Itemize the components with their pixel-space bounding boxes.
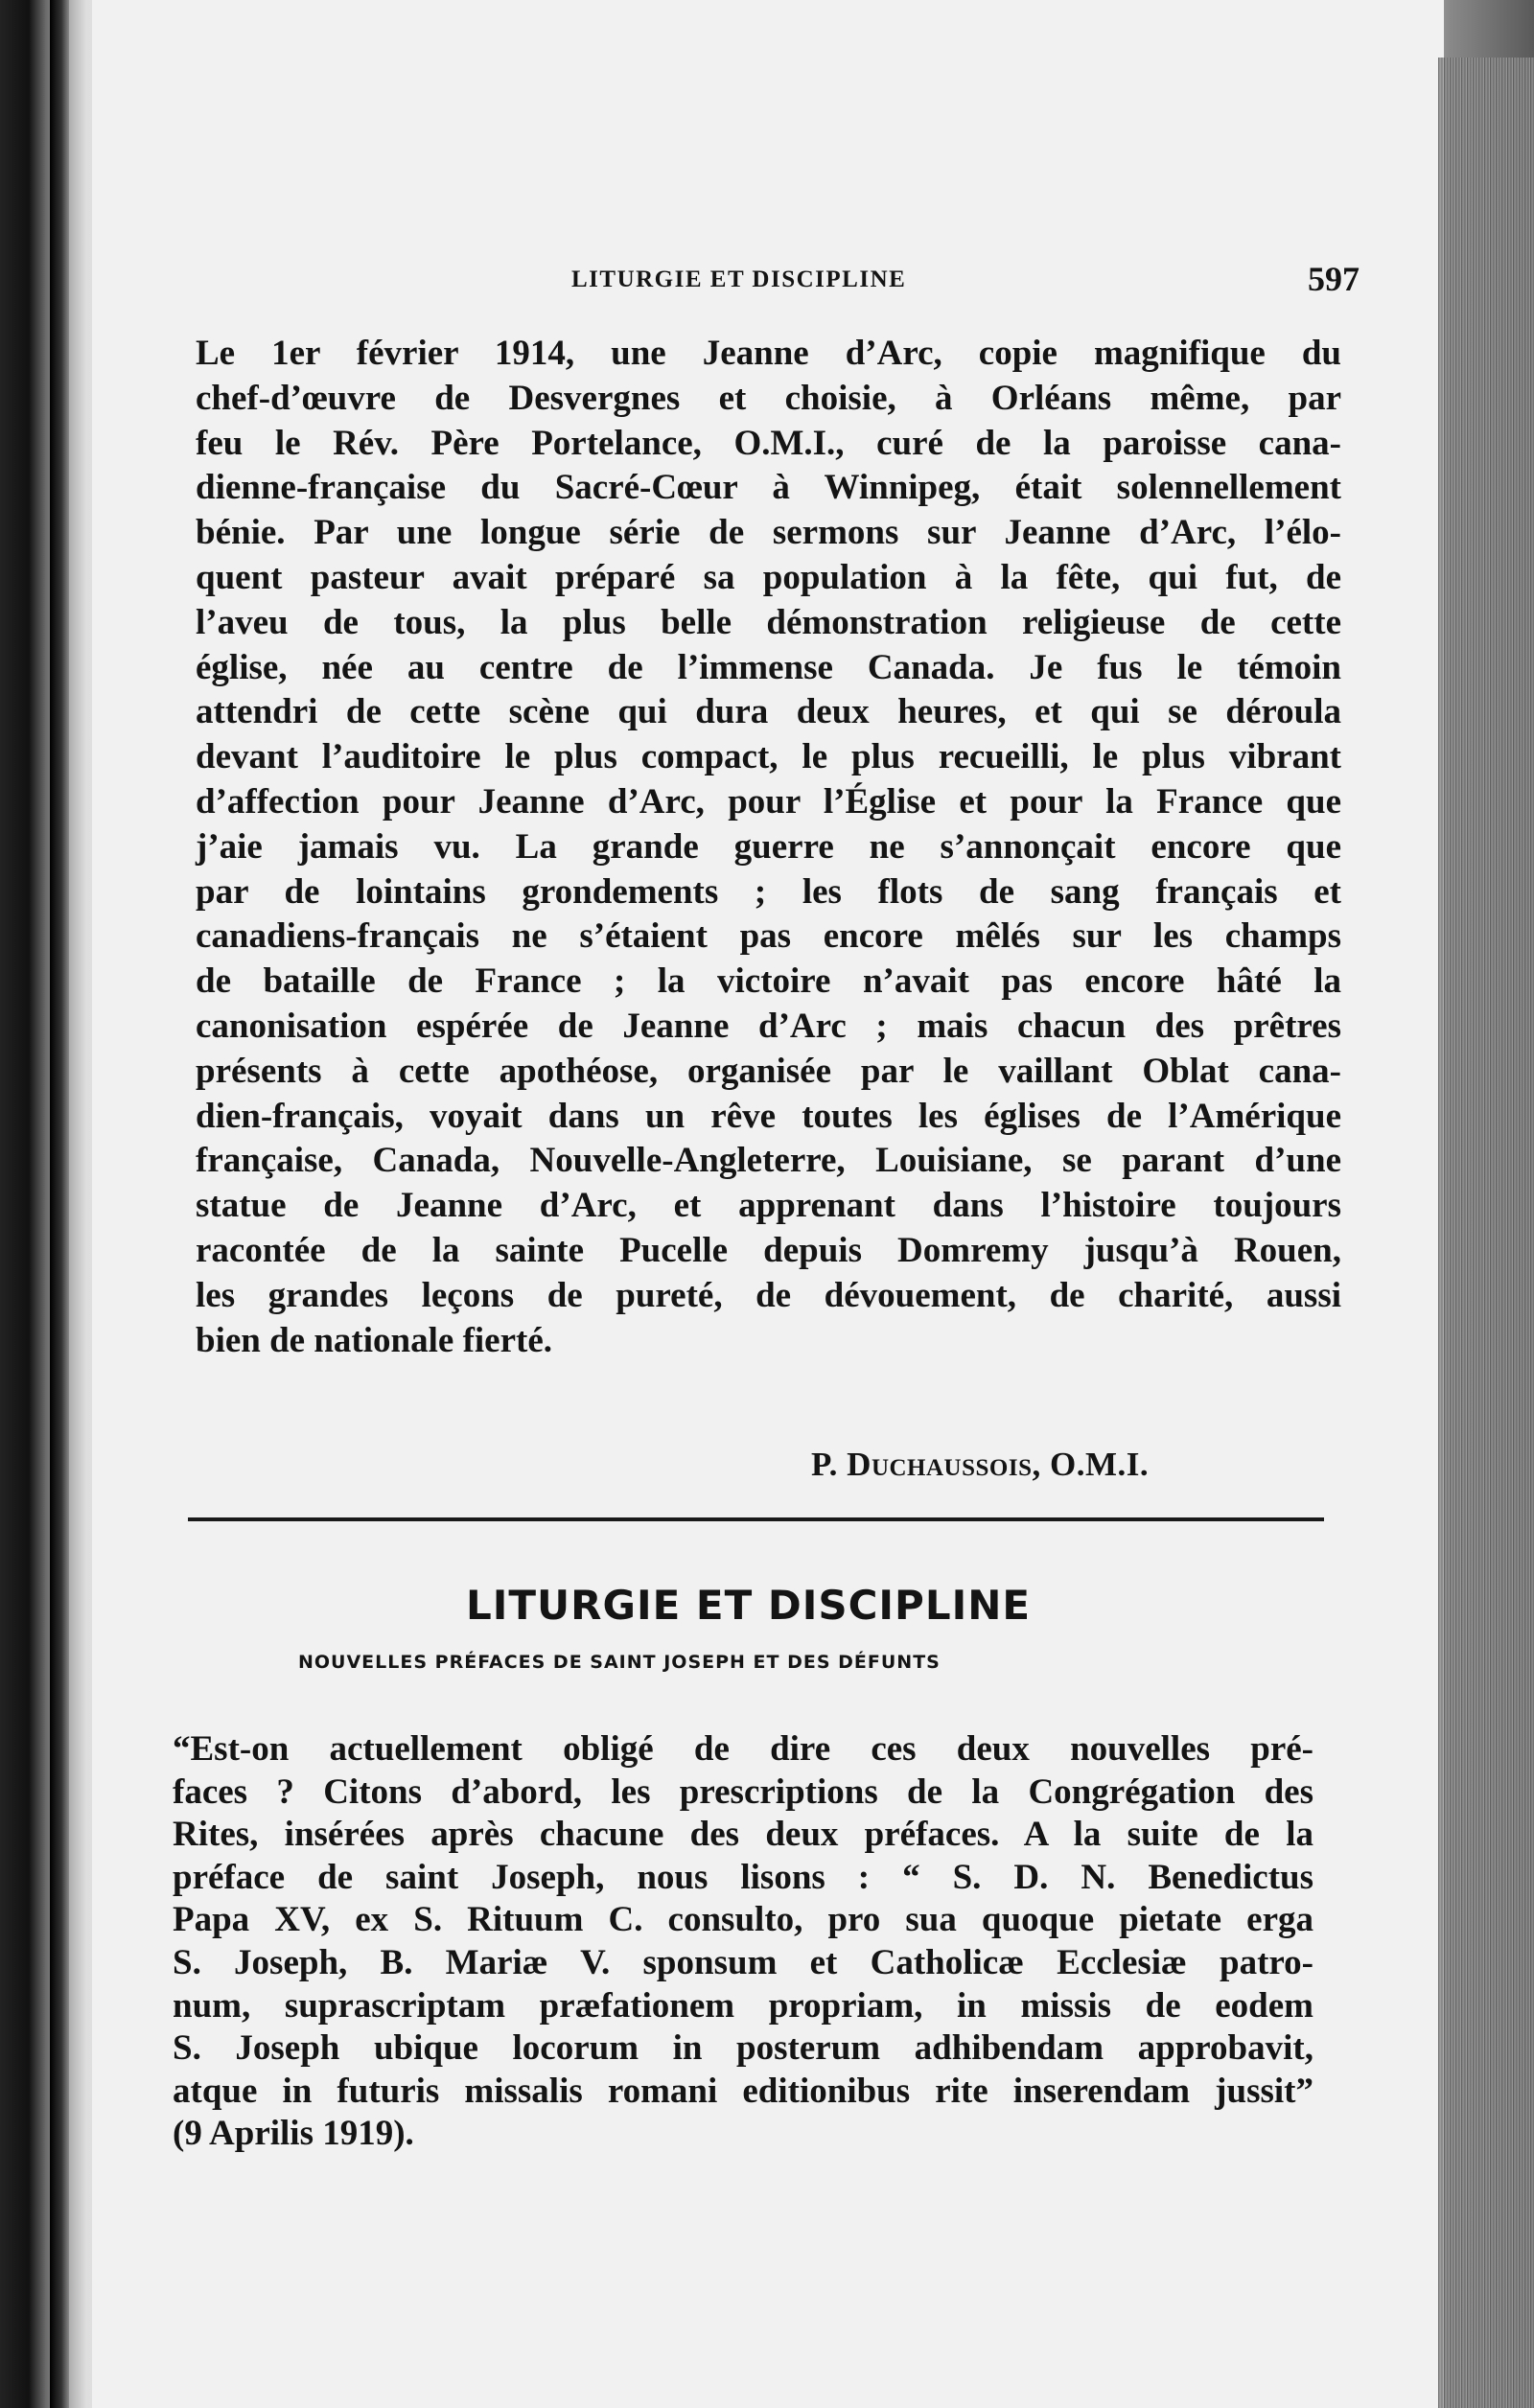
- section-title: LITURGIE ET DISCIPLINE: [466, 1582, 1032, 1629]
- section-divider: [188, 1517, 1324, 1521]
- author-signature: P. Duchaussois, O.M.I.: [811, 1446, 1150, 1483]
- text-line: (9 Aprilis 1919).: [173, 2114, 414, 2154]
- text-line: racontée de la sainte Pucelle depuis Domremy jusqu’à Rouen,: [196, 1230, 1341, 1270]
- book-spine-shadow: [50, 0, 69, 2408]
- text-line: “Est-on actuellement obligé de dire ces deux nouvelles pré-: [173, 1729, 1313, 1769]
- text-line: quent pasteur avait préparé sa population à la fête, qui fut, de: [196, 557, 1341, 597]
- section-subtitle: NOUVELLES PRÉFACES DE SAINT JOSEPH ET DES DÉFUNTS: [298, 1652, 941, 1673]
- section-body: [173, 1728, 1313, 2156]
- text-line: atque in futuris missalis romani editionibus rite inserendam jussit”: [173, 2071, 1313, 2111]
- text-line: attendri de cette scène qui dura deux heures, et qui se déroula: [196, 692, 1341, 732]
- text-line: bénie. Par une longue série de sermons sur Jeanne d’Arc, l’élo-: [196, 513, 1341, 553]
- page: [92, 0, 1444, 2408]
- text-line: Papa XV, ex S. Rituum C. consulto, pro sua quoque pietate erga: [173, 1900, 1313, 1940]
- page-fore-edge: [1438, 58, 1534, 2408]
- text-line: présents à cette apothéose, organisée par le vaillant Oblat cana-: [196, 1051, 1341, 1091]
- text-line: devant l’auditoire le plus compact, le plus recueilli, le plus vibrant: [196, 737, 1341, 777]
- text-line: feu le Rév. Père Portelance, O.M.I., curé de la paroisse cana-: [196, 423, 1341, 463]
- text-line: canonisation espérée de Jeanne d’Arc ; mais chacun des prêtres: [196, 1006, 1341, 1046]
- text-line: d’affection pour Jeanne d’Arc, pour l’Église et pour la France que: [196, 781, 1341, 822]
- text-line: dien-français, voyait dans un rêve toutes les églises de l’Amérique: [196, 1096, 1341, 1136]
- text-line: statue de Jeanne d’Arc, et apprenant dans l’histoire toujours: [196, 1186, 1341, 1226]
- running-head: LITURGIE ET DISCIPLINE: [571, 266, 907, 292]
- text-line: bien de nationale fierté.: [196, 1320, 553, 1360]
- text-line: num, suprascriptam præfationem propriam, in missis de eodem: [173, 1985, 1313, 2026]
- text-line: Rites, insérées après chacune des deux préfaces. A la suite de la: [173, 1815, 1313, 1855]
- article-body: [196, 332, 1341, 1363]
- text-line: l’aveu de tous, la plus belle démonstration religieuse de cette: [196, 602, 1341, 642]
- text-line: canadiens-français ne s’étaient pas encore mêlés sur les champs: [196, 916, 1341, 957]
- text-line: faces ? Citons d’abord, les prescriptions de la Congrégation des: [173, 1771, 1313, 1812]
- page-number: 597: [1308, 260, 1360, 298]
- text-line: église, née au centre de l’immense Canada. Je fus le témoin: [196, 647, 1341, 687]
- text-line: chef-d’œuvre de Desvergnes et choisie, à Orléans même, par: [196, 378, 1341, 418]
- text-line: par de lointains grondements ; les flots de sang français et: [196, 871, 1341, 912]
- text-line: préface de saint Joseph, nous lisons : “ S. D. N. Benedictus: [173, 1857, 1313, 1897]
- text-line: j’aie jamais vu. La grande guerre ne s’annonçait encore que: [196, 826, 1341, 867]
- text-line: française, Canada, Nouvelle-Angleterre, Louisiane, se parant d’une: [196, 1141, 1341, 1181]
- text-line: Le 1er février 1914, une Jeanne d’Arc, copie magnifique du: [196, 334, 1341, 373]
- text-line: de bataille de France ; la victoire n’avait pas encore hâté la: [196, 961, 1341, 1002]
- text-line: S. Joseph, B. Mariæ V. sponsum et Catholicæ Ecclesiæ patro-: [173, 1942, 1313, 1982]
- text-line: dienne-française du Sacré-Cœur à Winnipeg, était solennellement: [196, 468, 1341, 508]
- text-line: les grandes leçons de pureté, de dévouement, de charité, aussi: [196, 1275, 1341, 1315]
- text-line: S. Joseph ubique locorum in posterum adhibendam approbavit,: [173, 2028, 1313, 2069]
